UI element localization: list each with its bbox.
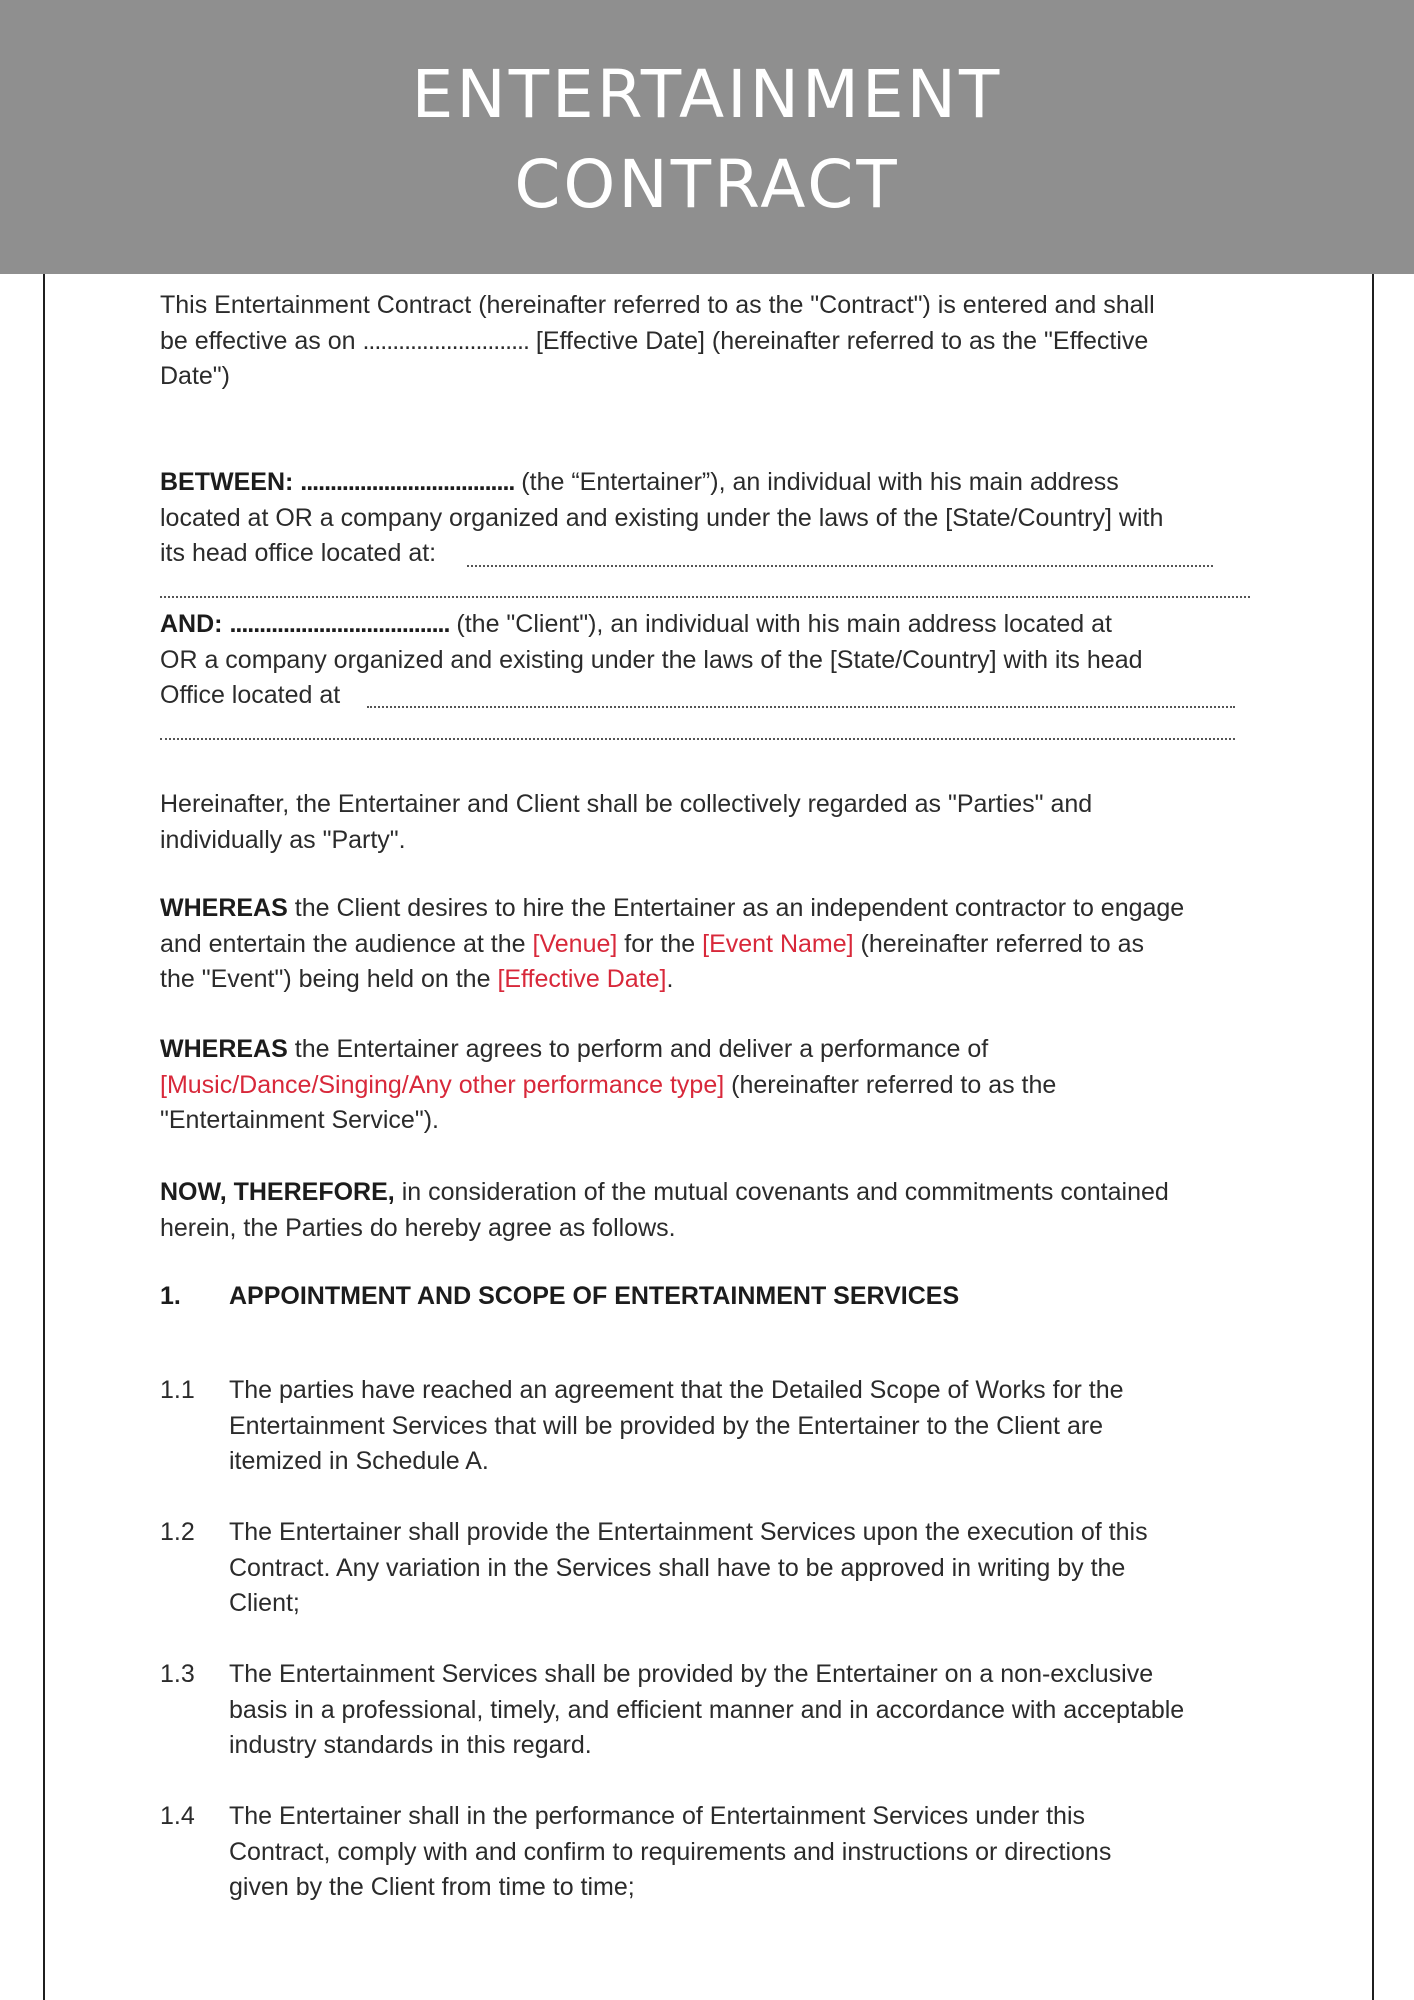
section-1-title: APPOINTMENT AND SCOPE OF ENTERTAINMENT SERVICES: [229, 1282, 960, 1310]
clause-number: 1.3: [160, 1660, 195, 1688]
between-line-1: BETWEEN: .................................... (the “Entertainer”), an individual with his main address: [160, 468, 1119, 496]
whereas-perform-paragraph: WHEREAS the Entertainer agrees to perform and deliver a performance of [Music/Dance/Singing/Any other performance type] (hereinafter referred to as the "Entertainment Service").: [160, 1035, 1057, 1134]
parties-definition-paragraph: Hereinafter, the Entertainer and Client shall be collectively regarded as "Parties" and individually as "Party".: [160, 790, 1093, 854]
venue-placeholder: [Venue]: [532, 929, 618, 958]
document-title-line-2: CONTRACT: [514, 146, 900, 223]
effective-date-blank: ............................: [362, 326, 529, 355]
client-name-blank: .....................................: [229, 610, 450, 638]
now-therefore-paragraph: NOW, THEREFORE, in consideration of the mutual covenants and commitments contained herein, the Parties do hereby agree as follows.: [160, 1178, 1169, 1242]
and-label: AND:: [160, 610, 223, 638]
performance-type-placeholder: [Music/Dance/Singing/Any other performance type]: [160, 1070, 725, 1099]
document-title-line-1: ENTERTAINMENT: [411, 56, 1003, 133]
entertainer-name-blank: ....................................: [300, 468, 515, 496]
between-paragraph: [160, 465, 1260, 572]
clause-number: 1.4: [160, 1802, 195, 1830]
clause-number: 1.2: [160, 1518, 195, 1546]
whereas-hire-paragraph: WHEREAS the Client desires to hire the Entertainer as an independent contractor to engage and entertain the audience at the [Venue] for the [Event Name] (hereinafter referred to as the "Event") being held on the [Effective Date].: [160, 894, 1185, 993]
client-line-3: Office located at: [160, 681, 341, 709]
client-line-1: AND: ..................................... (the "Client"), an individual with his main address located at: [160, 610, 1112, 638]
effective-date-placeholder: [Effective Date]: [497, 965, 667, 993]
title-banner: [0, 0, 1414, 274]
section-1-number: 1.: [160, 1282, 181, 1310]
client-address-blank-1: [367, 706, 1235, 708]
clause-number: 1.1: [160, 1376, 195, 1404]
intro-line-3: Date"): [160, 362, 231, 390]
entertainer-address-blank-1: [467, 565, 1213, 567]
entertainer-address-blank-2: [160, 596, 1250, 598]
between-line-3: its head office located at:: [160, 539, 437, 567]
client-line-2: OR a company organized and existing under the laws of the [State/Country] with its head: [160, 645, 1143, 674]
event-name-placeholder: [Event Name]: [702, 929, 854, 958]
client-address-blank-2: [160, 738, 1235, 740]
intro-line-2: be effective as on ............................ [Effective Date] (hereinafter referred to as the "Effective: [160, 326, 1149, 355]
between-label: BETWEEN:: [160, 468, 294, 496]
between-line-2: located at OR a company organized and existing under the laws of the [State/Country] with: [160, 503, 1164, 532]
intro-line-1: This Entertainment Contract (hereinafter referred to as the "Contract") is entered and shall: [160, 291, 1155, 319]
intro-paragraph: [160, 288, 1260, 395]
client-paragraph: [160, 607, 1260, 714]
section-1-heading: [160, 1282, 959, 1311]
page-left-border: [43, 274, 45, 2000]
page-right-border: [1372, 274, 1374, 2000]
